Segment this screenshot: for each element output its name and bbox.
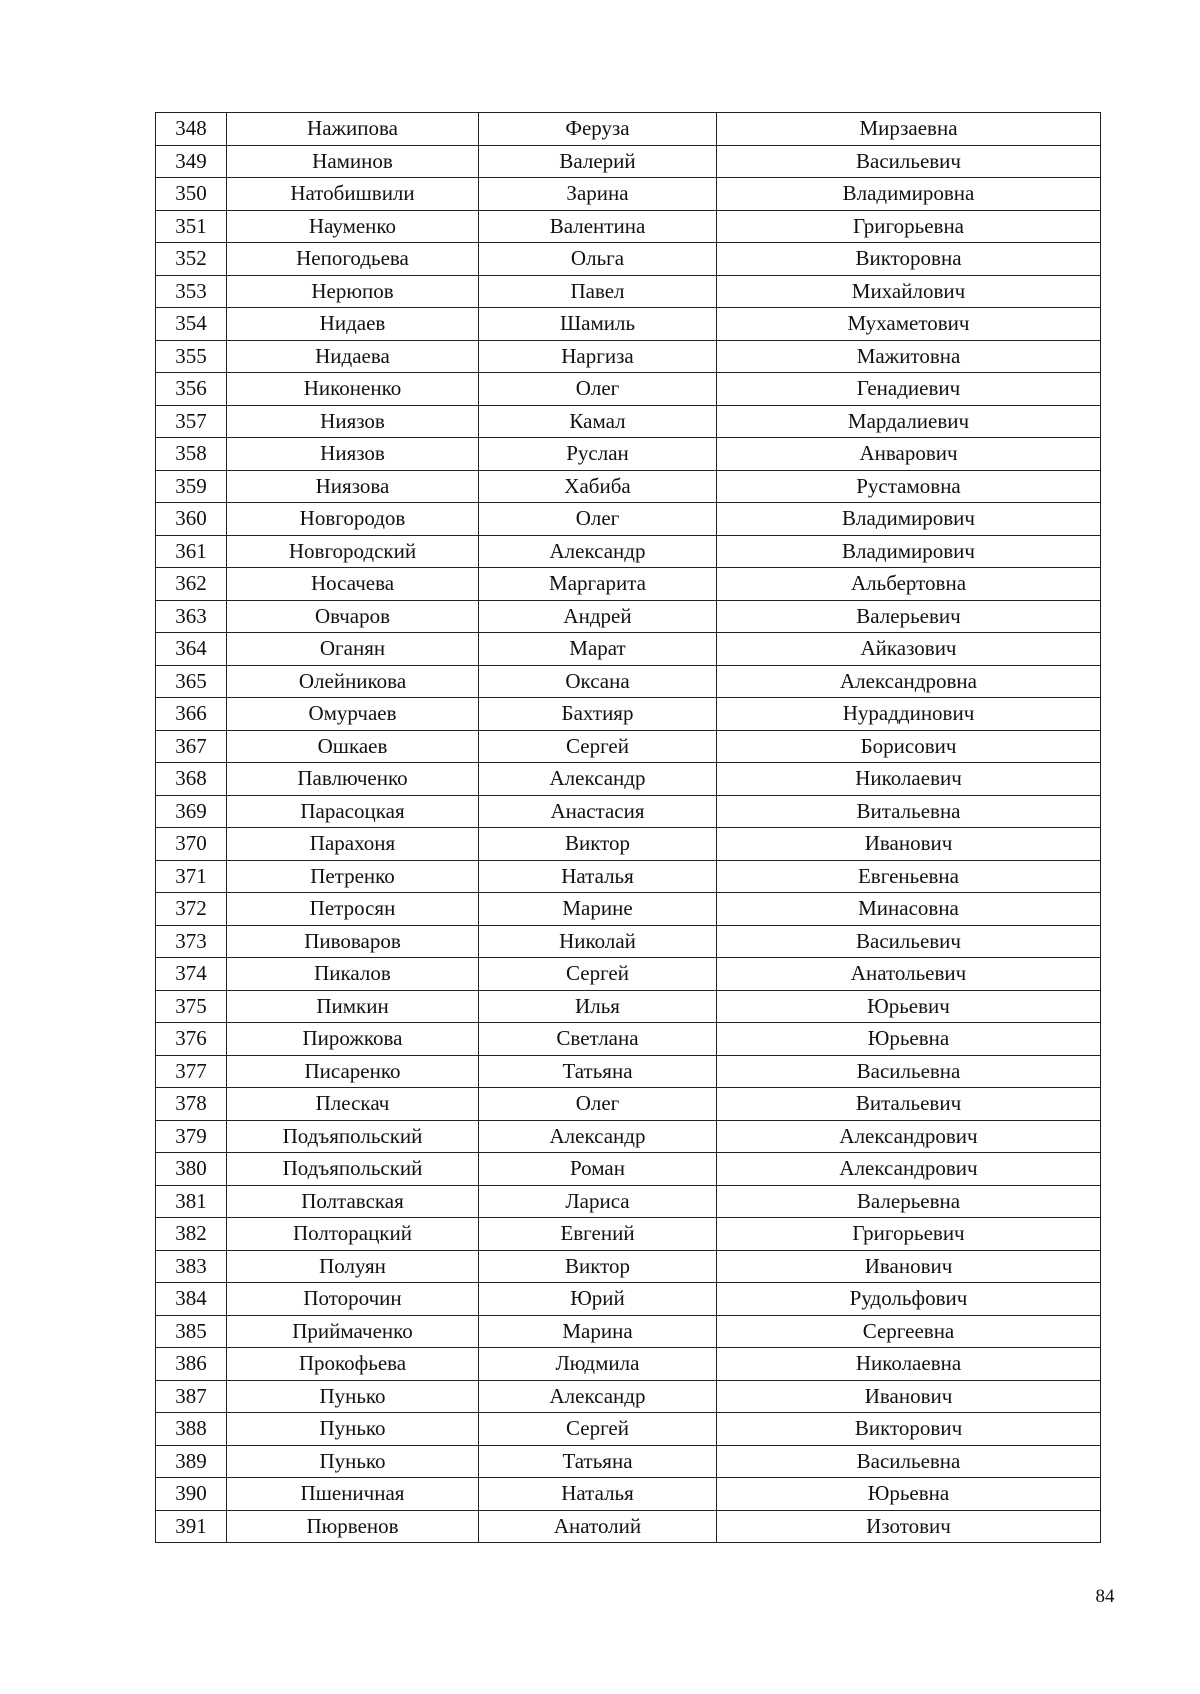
- table-row: [156, 1315, 1101, 1348]
- table-row: [156, 795, 1101, 828]
- row-number-cell: 354: [156, 308, 227, 341]
- patronymic-cell: Витальевна: [717, 795, 1101, 828]
- row-number-cell: 382: [156, 1218, 227, 1251]
- patronymic-cell: Григорьевна: [717, 210, 1101, 243]
- first-name-cell: Анатолий: [479, 1510, 717, 1543]
- row-number-cell: 371: [156, 860, 227, 893]
- last-name-cell: Наминов: [227, 145, 479, 178]
- last-name-cell: Пшеничная: [227, 1478, 479, 1511]
- row-number-cell: 385: [156, 1315, 227, 1348]
- last-name-cell: Полторацкий: [227, 1218, 479, 1251]
- row-number-cell: 351: [156, 210, 227, 243]
- first-name-cell: Татьяна: [479, 1055, 717, 1088]
- row-number-cell: 391: [156, 1510, 227, 1543]
- patronymic-cell: Мирзаевна: [717, 113, 1101, 146]
- last-name-cell: Полтавская: [227, 1185, 479, 1218]
- table-row: [156, 698, 1101, 731]
- table-row: [156, 828, 1101, 861]
- row-number-cell: 369: [156, 795, 227, 828]
- table-row: [156, 1380, 1101, 1413]
- last-name-cell: Парасоцкая: [227, 795, 479, 828]
- table-row: [156, 113, 1101, 146]
- patronymic-cell: Юрьевна: [717, 1023, 1101, 1056]
- last-name-cell: Прокофьева: [227, 1348, 479, 1381]
- patronymic-cell: Васильевна: [717, 1445, 1101, 1478]
- table-row: [156, 535, 1101, 568]
- row-number-cell: 367: [156, 730, 227, 763]
- row-number-cell: 390: [156, 1478, 227, 1511]
- table-row: [156, 860, 1101, 893]
- row-number-cell: 362: [156, 568, 227, 601]
- table-row: [156, 1153, 1101, 1186]
- patronymic-cell: Анварович: [717, 438, 1101, 471]
- first-name-cell: Валерий: [479, 145, 717, 178]
- last-name-cell: Омурчаев: [227, 698, 479, 731]
- table-row: [156, 1413, 1101, 1446]
- first-name-cell: Сергей: [479, 1413, 717, 1446]
- first-name-cell: Олег: [479, 373, 717, 406]
- first-name-cell: Феруза: [479, 113, 717, 146]
- last-name-cell: Нидаева: [227, 340, 479, 373]
- first-name-cell: Евгений: [479, 1218, 717, 1251]
- patronymic-cell: Минасовна: [717, 893, 1101, 926]
- table-row: [156, 275, 1101, 308]
- table-row: [156, 405, 1101, 438]
- patronymic-cell: Юрьевна: [717, 1478, 1101, 1511]
- patronymic-cell: Александровна: [717, 665, 1101, 698]
- row-number-cell: 379: [156, 1120, 227, 1153]
- first-name-cell: Зарина: [479, 178, 717, 211]
- first-name-cell: Марине: [479, 893, 717, 926]
- first-name-cell: Виктор: [479, 1250, 717, 1283]
- last-name-cell: Ошкаев: [227, 730, 479, 763]
- last-name-cell: Пунько: [227, 1445, 479, 1478]
- table-row: [156, 178, 1101, 211]
- page-number: 84: [1095, 1586, 1115, 1607]
- patronymic-cell: Иванович: [717, 1380, 1101, 1413]
- last-name-cell: Непогодьева: [227, 243, 479, 276]
- row-number-cell: 378: [156, 1088, 227, 1121]
- first-name-cell: Николай: [479, 925, 717, 958]
- first-name-cell: Валентина: [479, 210, 717, 243]
- first-name-cell: Александр: [479, 1380, 717, 1413]
- first-name-cell: Шамиль: [479, 308, 717, 341]
- first-name-cell: Людмила: [479, 1348, 717, 1381]
- table-row: [156, 1185, 1101, 1218]
- row-number-cell: 359: [156, 470, 227, 503]
- row-number-cell: 388: [156, 1413, 227, 1446]
- table-row: [156, 600, 1101, 633]
- row-number-cell: 375: [156, 990, 227, 1023]
- row-number-cell: 360: [156, 503, 227, 536]
- row-number-cell: 370: [156, 828, 227, 861]
- table-row: [156, 958, 1101, 991]
- name-list-body: [156, 113, 1101, 1543]
- patronymic-cell: Генадиевич: [717, 373, 1101, 406]
- first-name-cell: Марат: [479, 633, 717, 666]
- row-number-cell: 376: [156, 1023, 227, 1056]
- row-number-cell: 356: [156, 373, 227, 406]
- row-number-cell: 350: [156, 178, 227, 211]
- patronymic-cell: Юрьевич: [717, 990, 1101, 1023]
- patronymic-cell: Борисович: [717, 730, 1101, 763]
- first-name-cell: Олег: [479, 1088, 717, 1121]
- table-row: [156, 990, 1101, 1023]
- first-name-cell: Юрий: [479, 1283, 717, 1316]
- patronymic-cell: Альбертовна: [717, 568, 1101, 601]
- last-name-cell: Подъяпольский: [227, 1153, 479, 1186]
- patronymic-cell: Владимирович: [717, 503, 1101, 536]
- patronymic-cell: Рудольфович: [717, 1283, 1101, 1316]
- patronymic-cell: Владимирович: [717, 535, 1101, 568]
- table-row: [156, 1348, 1101, 1381]
- row-number-cell: 377: [156, 1055, 227, 1088]
- patronymic-cell: Айказович: [717, 633, 1101, 666]
- first-name-cell: Роман: [479, 1153, 717, 1186]
- table-row: [156, 1055, 1101, 1088]
- patronymic-cell: Александрович: [717, 1120, 1101, 1153]
- row-number-cell: 355: [156, 340, 227, 373]
- last-name-cell: Науменко: [227, 210, 479, 243]
- first-name-cell: Бахтияр: [479, 698, 717, 731]
- table-row: [156, 470, 1101, 503]
- patronymic-cell: Иванович: [717, 1250, 1101, 1283]
- first-name-cell: Ольга: [479, 243, 717, 276]
- last-name-cell: Оганян: [227, 633, 479, 666]
- last-name-cell: Писаренко: [227, 1055, 479, 1088]
- row-number-cell: 386: [156, 1348, 227, 1381]
- patronymic-cell: Васильевич: [717, 145, 1101, 178]
- row-number-cell: 372: [156, 893, 227, 926]
- last-name-cell: Никоненко: [227, 373, 479, 406]
- table-row: [156, 893, 1101, 926]
- patronymic-cell: Васильевич: [717, 925, 1101, 958]
- last-name-cell: Пюрвенов: [227, 1510, 479, 1543]
- last-name-cell: Пикалов: [227, 958, 479, 991]
- first-name-cell: Камал: [479, 405, 717, 438]
- table-row: [156, 308, 1101, 341]
- row-number-cell: 380: [156, 1153, 227, 1186]
- last-name-cell: Плескач: [227, 1088, 479, 1121]
- first-name-cell: Татьяна: [479, 1445, 717, 1478]
- last-name-cell: Ниязов: [227, 438, 479, 471]
- first-name-cell: Наргиза: [479, 340, 717, 373]
- first-name-cell: Светлана: [479, 1023, 717, 1056]
- patronymic-cell: Викторович: [717, 1413, 1101, 1446]
- last-name-cell: Пунько: [227, 1413, 479, 1446]
- row-number-cell: 387: [156, 1380, 227, 1413]
- last-name-cell: Нидаев: [227, 308, 479, 341]
- patronymic-cell: Мардалиевич: [717, 405, 1101, 438]
- patronymic-cell: Иванович: [717, 828, 1101, 861]
- row-number-cell: 357: [156, 405, 227, 438]
- table-row: [156, 373, 1101, 406]
- first-name-cell: Сергей: [479, 958, 717, 991]
- table-row: [156, 503, 1101, 536]
- table-row: [156, 1283, 1101, 1316]
- row-number-cell: 366: [156, 698, 227, 731]
- first-name-cell: Наталья: [479, 860, 717, 893]
- patronymic-cell: Изотович: [717, 1510, 1101, 1543]
- patronymic-cell: Николаевна: [717, 1348, 1101, 1381]
- last-name-cell: Полуян: [227, 1250, 479, 1283]
- table-row: [156, 1478, 1101, 1511]
- first-name-cell: Андрей: [479, 600, 717, 633]
- patronymic-cell: Владимировна: [717, 178, 1101, 211]
- patronymic-cell: Валерьевич: [717, 600, 1101, 633]
- patronymic-cell: Михайлович: [717, 275, 1101, 308]
- last-name-cell: Приймаченко: [227, 1315, 479, 1348]
- name-list-table: [155, 112, 1101, 1543]
- patronymic-cell: Евгеньевна: [717, 860, 1101, 893]
- table-row: [156, 730, 1101, 763]
- table-row: [156, 210, 1101, 243]
- row-number-cell: 363: [156, 600, 227, 633]
- last-name-cell: Натобишвили: [227, 178, 479, 211]
- row-number-cell: 389: [156, 1445, 227, 1478]
- last-name-cell: Олейникова: [227, 665, 479, 698]
- patronymic-cell: Сергеевна: [717, 1315, 1101, 1348]
- patronymic-cell: Нураддинович: [717, 698, 1101, 731]
- table-row: [156, 1120, 1101, 1153]
- table-row: [156, 243, 1101, 276]
- patronymic-cell: Николаевич: [717, 763, 1101, 796]
- first-name-cell: Оксана: [479, 665, 717, 698]
- last-name-cell: Пимкин: [227, 990, 479, 1023]
- first-name-cell: Анастасия: [479, 795, 717, 828]
- first-name-cell: Павел: [479, 275, 717, 308]
- first-name-cell: Олег: [479, 503, 717, 536]
- first-name-cell: Хабиба: [479, 470, 717, 503]
- last-name-cell: Петренко: [227, 860, 479, 893]
- last-name-cell: Павлюченко: [227, 763, 479, 796]
- table-row: [156, 145, 1101, 178]
- table-row: [156, 1445, 1101, 1478]
- last-name-cell: Подъяпольский: [227, 1120, 479, 1153]
- row-number-cell: 364: [156, 633, 227, 666]
- patronymic-cell: Викторовна: [717, 243, 1101, 276]
- first-name-cell: Маргарита: [479, 568, 717, 601]
- patronymic-cell: Мухаметович: [717, 308, 1101, 341]
- last-name-cell: Пирожкова: [227, 1023, 479, 1056]
- table-row: [156, 1088, 1101, 1121]
- last-name-cell: Парахоня: [227, 828, 479, 861]
- patronymic-cell: Анатольевич: [717, 958, 1101, 991]
- last-name-cell: Нерюпов: [227, 275, 479, 308]
- row-number-cell: 348: [156, 113, 227, 146]
- table-row: [156, 925, 1101, 958]
- patronymic-cell: Витальевич: [717, 1088, 1101, 1121]
- first-name-cell: Сергей: [479, 730, 717, 763]
- table-row: [156, 1218, 1101, 1251]
- first-name-cell: Лариса: [479, 1185, 717, 1218]
- last-name-cell: Ниязова: [227, 470, 479, 503]
- table-row: [156, 1250, 1101, 1283]
- row-number-cell: 352: [156, 243, 227, 276]
- table-row: [156, 438, 1101, 471]
- last-name-cell: Новгородов: [227, 503, 479, 536]
- first-name-cell: Руслан: [479, 438, 717, 471]
- table-row: [156, 1510, 1101, 1543]
- row-number-cell: 361: [156, 535, 227, 568]
- first-name-cell: Наталья: [479, 1478, 717, 1511]
- patronymic-cell: Мажитовна: [717, 340, 1101, 373]
- first-name-cell: Александр: [479, 763, 717, 796]
- last-name-cell: Петросян: [227, 893, 479, 926]
- last-name-cell: Поторочин: [227, 1283, 479, 1316]
- row-number-cell: 383: [156, 1250, 227, 1283]
- row-number-cell: 381: [156, 1185, 227, 1218]
- table-row: [156, 1023, 1101, 1056]
- patronymic-cell: Рустамовна: [717, 470, 1101, 503]
- first-name-cell: Илья: [479, 990, 717, 1023]
- row-number-cell: 373: [156, 925, 227, 958]
- patronymic-cell: Васильевна: [717, 1055, 1101, 1088]
- patronymic-cell: Александрович: [717, 1153, 1101, 1186]
- last-name-cell: Пивоваров: [227, 925, 479, 958]
- first-name-cell: Виктор: [479, 828, 717, 861]
- last-name-cell: Ниязов: [227, 405, 479, 438]
- table-row: [156, 568, 1101, 601]
- row-number-cell: 374: [156, 958, 227, 991]
- row-number-cell: 384: [156, 1283, 227, 1316]
- row-number-cell: 365: [156, 665, 227, 698]
- table-row: [156, 763, 1101, 796]
- table-row: [156, 340, 1101, 373]
- row-number-cell: 358: [156, 438, 227, 471]
- first-name-cell: Марина: [479, 1315, 717, 1348]
- last-name-cell: Нажипова: [227, 113, 479, 146]
- table-row: [156, 665, 1101, 698]
- last-name-cell: Овчаров: [227, 600, 479, 633]
- patronymic-cell: Валерьевна: [717, 1185, 1101, 1218]
- first-name-cell: Александр: [479, 535, 717, 568]
- last-name-cell: Пунько: [227, 1380, 479, 1413]
- table-row: [156, 633, 1101, 666]
- patronymic-cell: Григорьевич: [717, 1218, 1101, 1251]
- row-number-cell: 353: [156, 275, 227, 308]
- last-name-cell: Новгородский: [227, 535, 479, 568]
- row-number-cell: 368: [156, 763, 227, 796]
- first-name-cell: Александр: [479, 1120, 717, 1153]
- row-number-cell: 349: [156, 145, 227, 178]
- last-name-cell: Носачева: [227, 568, 479, 601]
